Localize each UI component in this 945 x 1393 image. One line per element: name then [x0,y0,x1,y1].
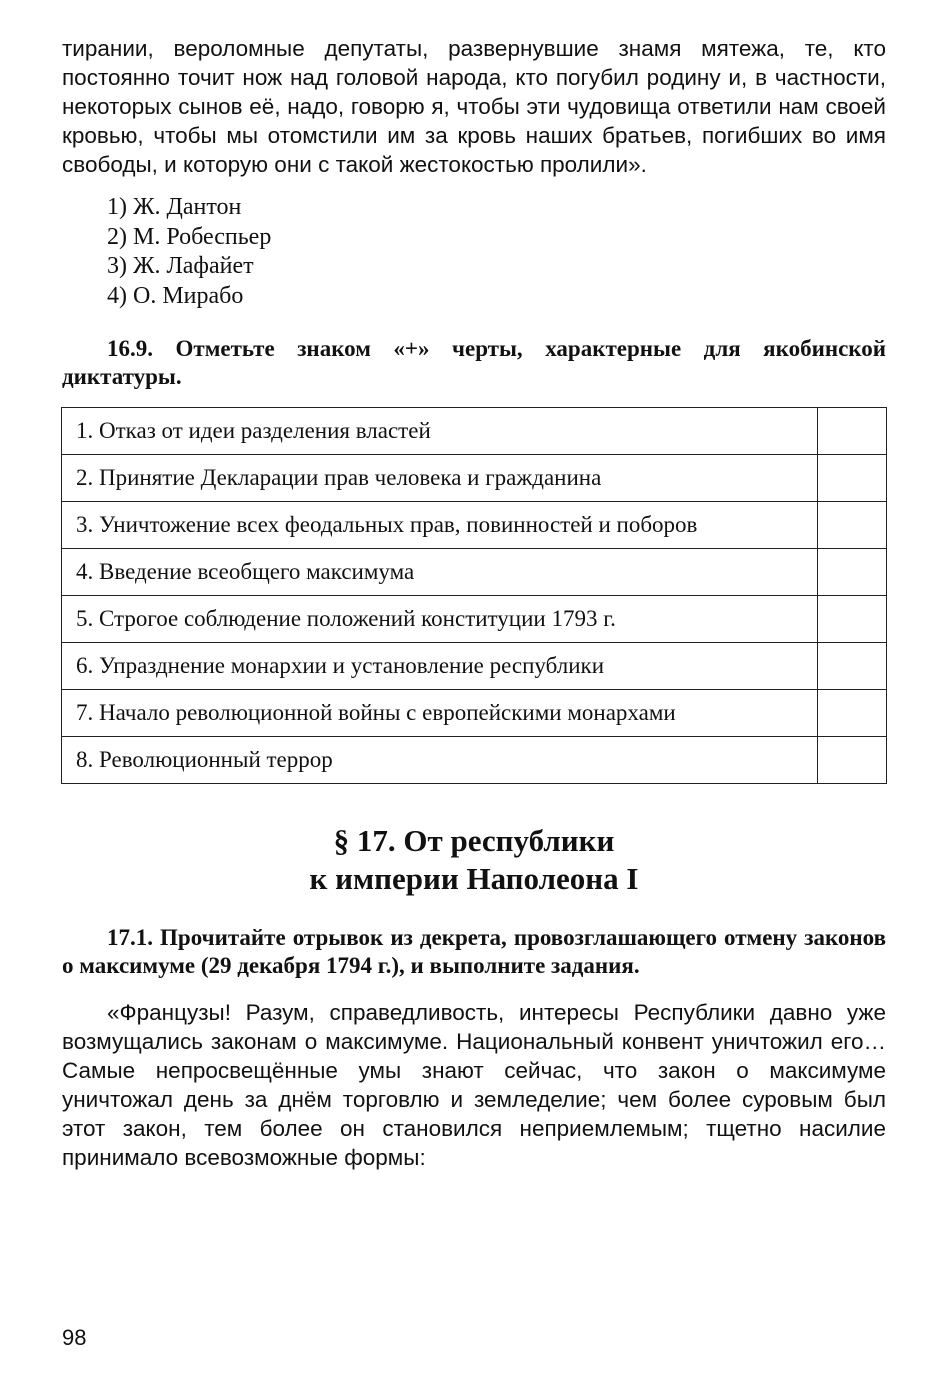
answer-option-1: 1) Ж. Дантон [107,194,242,220]
table-row [62,549,887,596]
mark-cell[interactable] [818,737,887,784]
trait-cell: 4. Введение всеобщего максимума [62,549,818,596]
trait-cell: 2. Принятие Декларации прав человека и гражданина [62,455,818,502]
table-row [62,455,887,502]
mark-cell[interactable] [818,596,887,643]
section-title-line-2: к империи Наполеона I [309,861,639,896]
trait-cell: 1. Отказ от идеи разделения властей [62,408,818,455]
intro-quote: тирании, вероломные депутаты, развернувшие знамя мятежа, те, кто постоянно точит нож над головой народа, кто погубил родину и, в частности, некоторых сынов её, надо, говорю я, чтобы эти чудовища ответили нам своей кровью, чтобы мы отомстили им за кровь наших братьев, погибших во имя свободы, и которую они с такой жестокостью пролили». [62,36,886,177]
textbook-page [62,28,886,1172]
traits-table [61,407,887,784]
trait-cell: 7. Начало революционной войны с европейскими монархами [62,690,818,737]
mark-cell[interactable] [818,502,887,549]
task-17-1-heading: 17.1. Прочитайте отрывок из декрета, провозглашающего отмену законов о максимуме (29 декабря 1794 г.), и выполните задания. [62,925,886,978]
answer-option-3: 3) Ж. Лафайет [107,253,254,279]
section-title-line-1: § 17. От республики [333,823,615,858]
mark-cell[interactable] [818,408,887,455]
answer-options [107,193,886,311]
trait-cell: 5. Строгое соблюдение положений конституции 1793 г. [62,596,818,643]
section-title [62,822,886,898]
table-row [62,596,887,643]
decree-quote: «Французы! Разум, справедливость, интересы Республики давно уже возмущались законам о максимуме. Национальный конвент уничтожил его… Самые непросвещённые умы знают сейчас, что закон о максимуме уничтожал день за днём торговлю и земледелие; чем более суровым был этот закон, тем более он становился неприемлемым; тщетно насилие принимало всевозможные формы: [62,1000,886,1170]
table-row [62,502,887,549]
trait-cell: 8. Революционный террор [62,737,818,784]
trait-cell: 3. Уничтожение всех феодальных прав, повинностей и поборов [62,502,818,549]
table-row [62,408,887,455]
page-number: 98 [62,1325,87,1350]
table-row [62,690,887,737]
answer-option-4: 4) О. Мирабо [107,282,244,309]
table-row [62,737,887,784]
task-16-9-heading: 16.9. Отметьте знаком «+» черты, характерные для якобинской диктатуры. [62,336,886,389]
mark-cell[interactable] [818,690,887,737]
trait-cell: 6. Упразднение монархии и установление республики [62,643,818,690]
mark-cell[interactable] [818,643,887,690]
table-row [62,643,887,690]
mark-cell[interactable] [818,549,887,596]
answer-option-2: 2) М. Робеспьер [107,223,272,250]
mark-cell[interactable] [818,455,887,502]
